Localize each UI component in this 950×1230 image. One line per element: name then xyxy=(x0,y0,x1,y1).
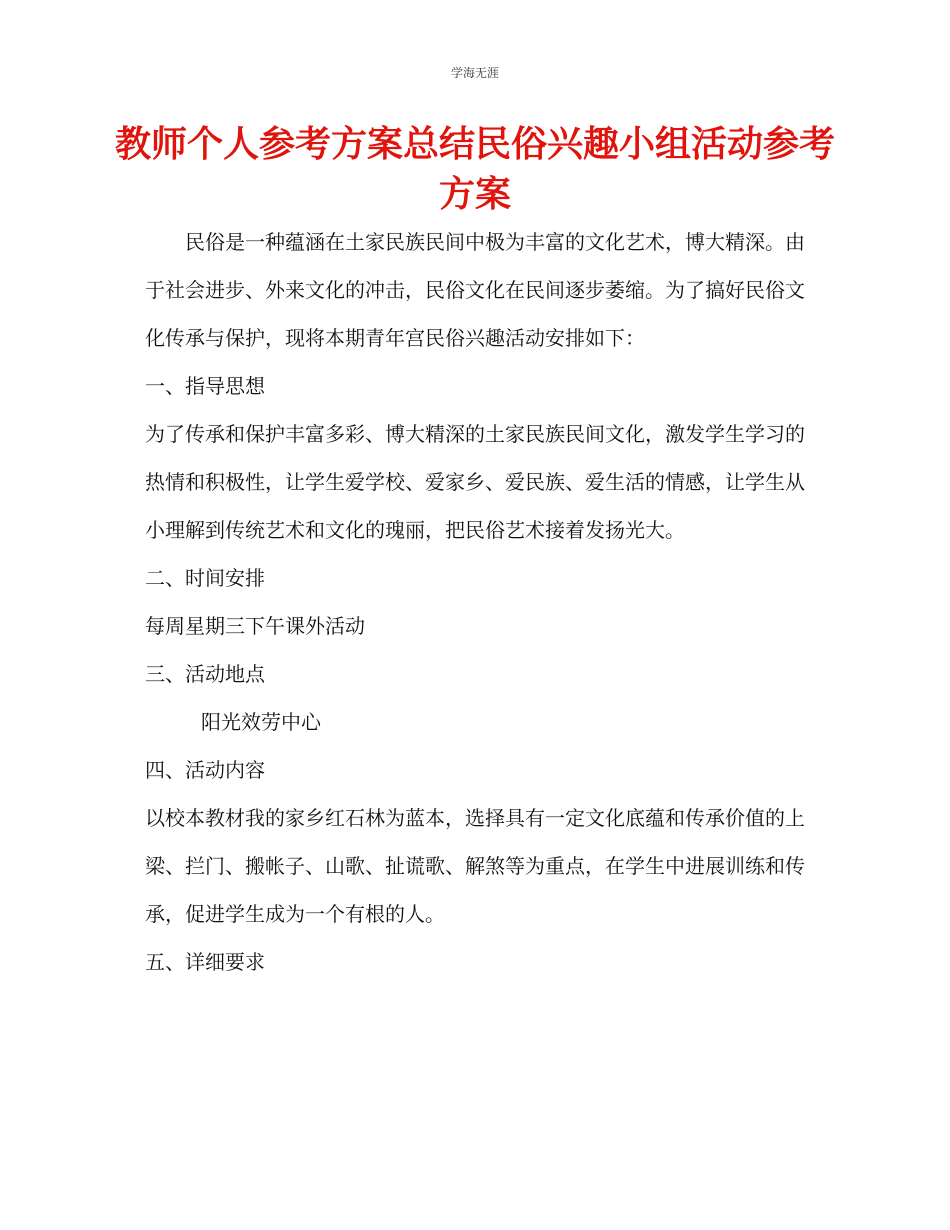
section-heading-guiding-ideology: 一、指导思想 xyxy=(145,374,265,398)
intro-paragraph: 民俗是一种蕴涵在土家民族民间中极为丰富的文化艺术，博大精深。由于社会进步、外来文化的冲击，民俗文化在民间逐步萎缩。为了搞好民俗文化传承与保护，现将本期青年宫民俗兴趣活动安排如下： xyxy=(145,230,805,350)
section-heading-schedule: 二、时间安排 xyxy=(145,566,265,590)
schedule-paragraph: 每周星期三下午课外活动 xyxy=(145,614,365,638)
document-title: 教师个人参考方案总结民俗兴趣小组活动参考方案 xyxy=(114,124,835,215)
page-header: 学海无涯 xyxy=(450,66,499,80)
section-heading-requirements: 五、详细要求 xyxy=(145,950,265,974)
guiding-ideology-paragraph: 为了传承和保护丰富多彩、博大精深的土家民族民间文化，激发学生学习的热情和积极性，让学生爱学校、爱家乡、爱民族、爱生活的情感，让学生从小理解到传统艺术和文化的瑰丽，把民俗艺术接着发扬光大。 xyxy=(145,422,805,542)
location-paragraph: 阳光效劳中心 xyxy=(201,710,321,734)
section-heading-content: 四、活动内容 xyxy=(145,758,265,782)
content-paragraph: 以校本教材我的家乡红石林为蓝本，选择具有一定文化底蕴和传承价值的上梁、拦门、搬帐子、山歌、扯谎歌、解煞等为重点，在学生中进展训练和传承，促进学生成为一个有根的人。 xyxy=(145,806,805,926)
section-heading-location: 三、活动地点 xyxy=(145,662,265,686)
document-body xyxy=(145,218,805,986)
